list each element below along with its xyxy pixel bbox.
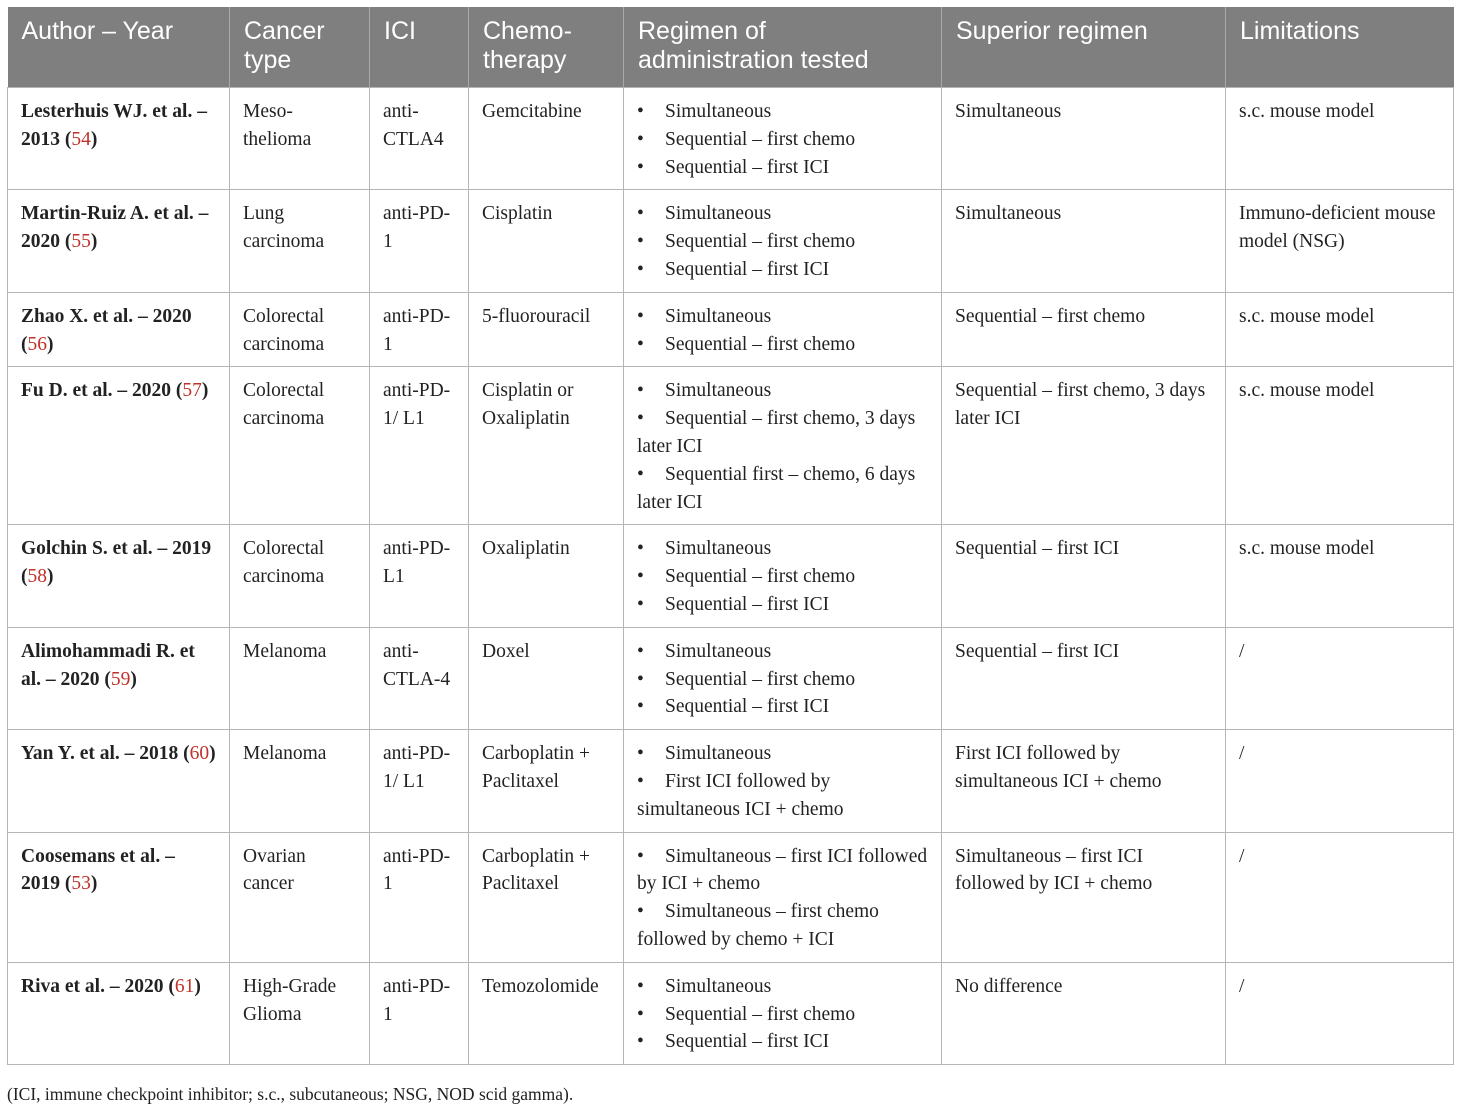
cell-cancer-type: Colorectal carcinoma: [230, 525, 370, 627]
bullet-icon: •: [637, 380, 644, 402]
regimen-list: [637, 98, 928, 181]
cell-ici: anti-CTLA-4: [370, 627, 469, 729]
table-row: [8, 367, 1454, 525]
regimen-text: Sequential first – chemo, 6 days later ICI: [637, 463, 916, 513]
cell-superior-regimen: Simultaneous – first ICI followed by ICI + chemo: [942, 832, 1226, 962]
cell-chemotherapy: Cisplatin or Oxaliplatin: [469, 367, 624, 525]
regimen-text: Simultaneous: [665, 640, 772, 662]
cell-ici: anti-PD-1: [370, 832, 469, 962]
regimen-item: [637, 461, 928, 517]
cell-chemotherapy: Oxaliplatin: [469, 525, 624, 627]
table-row: [8, 627, 1454, 729]
reference-link[interactable]: 57: [182, 380, 202, 402]
cell-superior-regimen: Sequential – first ICI: [942, 525, 1226, 627]
regimen-item: [637, 843, 928, 899]
regimen-text: Sequential – first ICI: [665, 696, 830, 718]
table-row: [8, 832, 1454, 962]
reference-link[interactable]: 61: [174, 975, 195, 997]
bullet-icon: •: [637, 975, 644, 997]
cell-limitations: s.c. mouse model: [1226, 525, 1454, 627]
reference-link[interactable]: 53: [71, 873, 91, 895]
cell-chemotherapy: Doxel: [469, 627, 624, 729]
cell-cancer-type: Colorectal carcinoma: [230, 292, 370, 367]
cell-ici: anti-CTLA4: [370, 88, 469, 190]
header-author-year: Author – Year: [8, 7, 230, 88]
cell-ici: anti-PD-1/ L1: [370, 367, 469, 525]
bullet-icon: •: [637, 258, 644, 280]
regimen-text: Sequential – first chemo: [665, 333, 856, 355]
cell-author: Zhao X. et al. – 2020 (56): [8, 292, 230, 367]
regimen-item: [637, 563, 928, 591]
cell-limitations: /: [1226, 962, 1454, 1064]
regimen-text: Simultaneous: [665, 101, 772, 122]
author-text: Fu D. et al. – 2020: [21, 380, 172, 402]
cell-chemotherapy: Carboplatin + Paclitaxel: [469, 730, 624, 832]
regimen-table: [7, 7, 1454, 1065]
cell-limitations: s.c. mouse model: [1226, 292, 1454, 367]
cell-chemotherapy: Gemcitabine: [469, 88, 624, 190]
regimen-item: [637, 898, 928, 954]
cell-chemotherapy: Temozolomide: [469, 962, 624, 1064]
table-row: [8, 730, 1454, 832]
regimen-item: [637, 126, 928, 154]
regimen-text: Sequential – first chemo: [665, 1003, 856, 1025]
cell-cancer-type: Colorectal carcinoma: [230, 367, 370, 525]
cell-regimens: [624, 88, 942, 190]
bullet-icon: •: [637, 203, 644, 225]
bullet-icon: •: [637, 156, 644, 178]
table-row: [8, 525, 1454, 627]
header-limitations: Limitations: [1226, 7, 1454, 88]
cell-chemotherapy: 5-fluorouracil: [469, 292, 624, 367]
cell-chemotherapy: Cisplatin: [469, 190, 624, 292]
regimen-item: [637, 331, 928, 359]
regimen-item: [637, 535, 928, 563]
regimen-item: [637, 973, 928, 1001]
bullet-icon: •: [637, 593, 644, 615]
cell-limitations: s.c. mouse model: [1226, 367, 1454, 525]
regimen-item: [637, 228, 928, 256]
reference-link[interactable]: 56: [27, 333, 47, 355]
regimen-item: [637, 638, 928, 666]
regimen-text: Simultaneous: [665, 380, 772, 402]
author-text: Lesterhuis WJ. et al. – 2013: [21, 101, 207, 150]
cell-ici: anti-PD-1/ L1: [370, 730, 469, 832]
cell-regimens: [624, 832, 942, 962]
regimen-text: Sequential – first ICI: [665, 258, 830, 280]
header-ici: ICI: [370, 7, 469, 88]
cell-author: Yan Y. et al. – 2018 (60): [8, 730, 230, 832]
author-text: Yan Y. et al. – 2018: [21, 743, 179, 765]
reference-link[interactable]: 54: [71, 128, 91, 150]
table-row: [8, 292, 1454, 367]
cell-regimens: [624, 190, 942, 292]
cell-limitations: /: [1226, 730, 1454, 832]
regimen-text: Sequential – first ICI: [665, 593, 830, 615]
regimen-item: [637, 98, 928, 126]
header-row: [8, 7, 1454, 88]
bullet-icon: •: [637, 743, 644, 765]
regimen-item: [637, 154, 928, 182]
bullet-icon: •: [637, 101, 644, 122]
header-chemotherapy: Chemo-therapy: [469, 7, 624, 88]
bullet-icon: •: [637, 696, 644, 718]
regimen-text: Simultaneous: [665, 975, 772, 997]
author-text: Zhao X. et al. – 2020: [21, 305, 192, 327]
cell-author: Martin-Ruiz A. et al. – 2020 (55): [8, 190, 230, 292]
regimen-text: Sequential – first ICI: [665, 156, 830, 178]
cell-superior-regimen: Simultaneous: [942, 190, 1226, 292]
cell-superior-regimen: Sequential – first chemo: [942, 292, 1226, 367]
author-text: Martin-Ruiz A. et al. – 2020: [21, 203, 209, 253]
table-body: [8, 88, 1454, 1065]
cell-limitations: /: [1226, 832, 1454, 962]
cell-regimens: [624, 730, 942, 832]
cell-superior-regimen: Simultaneous: [942, 88, 1226, 190]
cell-cancer-type: High-Grade Glioma: [230, 962, 370, 1064]
table-row: [8, 88, 1454, 190]
regimen-text: Sequential – first chemo: [665, 566, 856, 588]
author-text: Riva et al. – 2020: [21, 975, 164, 997]
regimen-item: [637, 303, 928, 331]
reference-link[interactable]: 55: [71, 231, 91, 253]
cell-cancer-type: Lung carcinoma: [230, 190, 370, 292]
regimen-item: [637, 740, 928, 768]
header-cancer-type: Cancer type: [230, 7, 370, 88]
bullet-icon: •: [637, 305, 644, 327]
regimen-text: First ICI followed by simultaneous ICI + chemo: [637, 770, 844, 820]
cell-regimens: [624, 627, 942, 729]
cell-superior-regimen: Sequential – first ICI: [942, 627, 1226, 729]
regimen-text: Simultaneous: [665, 305, 772, 327]
bullet-icon: •: [637, 538, 644, 560]
reference-link[interactable]: 59: [110, 668, 131, 690]
regimen-text: Simultaneous: [665, 538, 772, 560]
bullet-icon: •: [637, 463, 644, 485]
regimen-item: [637, 591, 928, 619]
author-text: Coosemans et al. – 2019: [21, 845, 175, 895]
regimen-text: Sequential – first chemo: [665, 668, 856, 690]
regimen-list: [637, 200, 928, 283]
cell-author: Alimohammadi R. et al. – 2020 (59): [8, 627, 230, 729]
bullet-icon: •: [637, 128, 644, 150]
regimen-text: Simultaneous: [665, 203, 772, 225]
regimen-text: Sequential – first ICI: [665, 1031, 830, 1053]
cell-superior-regimen: Sequential – first chemo, 3 days later ICI: [942, 367, 1226, 525]
author-text: Alimohammadi R. et al. – 2020: [21, 640, 195, 690]
table-row: [8, 190, 1454, 292]
cell-regimens: [624, 292, 942, 367]
cell-cancer-type: Meso-thelioma: [230, 88, 370, 190]
table-container: [7, 7, 1453, 1065]
regimen-text: Simultaneous – first chemo followed by chemo + ICI: [637, 901, 879, 950]
bullet-icon: •: [637, 770, 644, 792]
regimen-item: [637, 666, 928, 694]
cell-limitations: Immuno-deficient mouse model (NSG): [1226, 190, 1454, 292]
bullet-icon: •: [637, 231, 644, 253]
cell-regimens: [624, 525, 942, 627]
cell-cancer-type: Ovarian cancer: [230, 832, 370, 962]
header-regimen-tested: Regimen of administration tested: [624, 7, 942, 88]
cell-ici: anti-PD-1: [370, 962, 469, 1064]
cell-chemotherapy: Carboplatin + Paclitaxel: [469, 832, 624, 962]
regimen-item: [637, 1028, 928, 1056]
cell-cancer-type: Melanoma: [230, 627, 370, 729]
regimen-item: [637, 693, 928, 721]
bullet-icon: •: [637, 668, 644, 690]
regimen-text: Simultaneous – first ICI followed by ICI + chemo: [637, 845, 928, 895]
reference-link[interactable]: 58: [27, 566, 47, 588]
regimen-item: [637, 377, 928, 405]
bullet-icon: •: [637, 408, 644, 430]
regimen-item: [637, 200, 928, 228]
cell-ici: anti-PD-L1: [370, 525, 469, 627]
bullet-icon: •: [637, 1031, 644, 1053]
bullet-icon: •: [637, 845, 644, 867]
cell-author: Fu D. et al. – 2020 (57): [8, 367, 230, 525]
bullet-icon: •: [637, 566, 644, 588]
regimen-text: Sequential – first chemo: [665, 128, 856, 150]
cell-regimens: [624, 962, 942, 1064]
cell-cancer-type: Melanoma: [230, 730, 370, 832]
regimen-list: [637, 377, 928, 516]
cell-limitations: s.c. mouse model: [1226, 88, 1454, 190]
bullet-icon: •: [637, 640, 644, 662]
cell-regimens: [624, 367, 942, 525]
table-row: [8, 962, 1454, 1064]
regimen-text: Simultaneous: [665, 743, 772, 765]
cell-author: Lesterhuis WJ. et al. – 2013 (54): [8, 88, 230, 190]
cell-ici: anti-PD-1: [370, 292, 469, 367]
author-text: Golchin S. et al. – 2019: [21, 538, 212, 560]
regimen-text: Sequential – first chemo, 3 days later ICI: [637, 408, 916, 457]
cell-author: Golchin S. et al. – 2019 (58): [8, 525, 230, 627]
regimen-list: [637, 535, 928, 618]
regimen-item: [637, 405, 928, 461]
cell-author: Coosemans et al. – 2019 (53): [8, 832, 230, 962]
bullet-icon: •: [637, 901, 644, 923]
regimen-list: [637, 740, 928, 823]
regimen-item: [637, 768, 928, 824]
regimen-item: [637, 1001, 928, 1029]
table-footnote: (ICI, immune checkpoint inhibitor; s.c., subcutaneous; NSG, NOD scid gamma).: [7, 1084, 574, 1104]
regimen-list: [637, 303, 928, 359]
cell-ici: anti-PD-1: [370, 190, 469, 292]
cell-author: Riva et al. – 2020 (61): [8, 962, 230, 1064]
regimen-list: [637, 638, 928, 721]
cell-superior-regimen: First ICI followed by simultaneous ICI + chemo: [942, 730, 1226, 832]
regimen-item: [637, 256, 928, 284]
reference-link[interactable]: 60: [189, 743, 210, 765]
cell-limitations: /: [1226, 627, 1454, 729]
regimen-list: [637, 843, 928, 954]
cell-superior-regimen: No difference: [942, 962, 1226, 1064]
regimen-text: Sequential – first chemo: [665, 231, 856, 253]
bullet-icon: •: [637, 333, 644, 355]
header-superior-regimen: Superior regimen: [942, 7, 1226, 88]
bullet-icon: •: [637, 1003, 644, 1025]
regimen-list: [637, 973, 928, 1056]
